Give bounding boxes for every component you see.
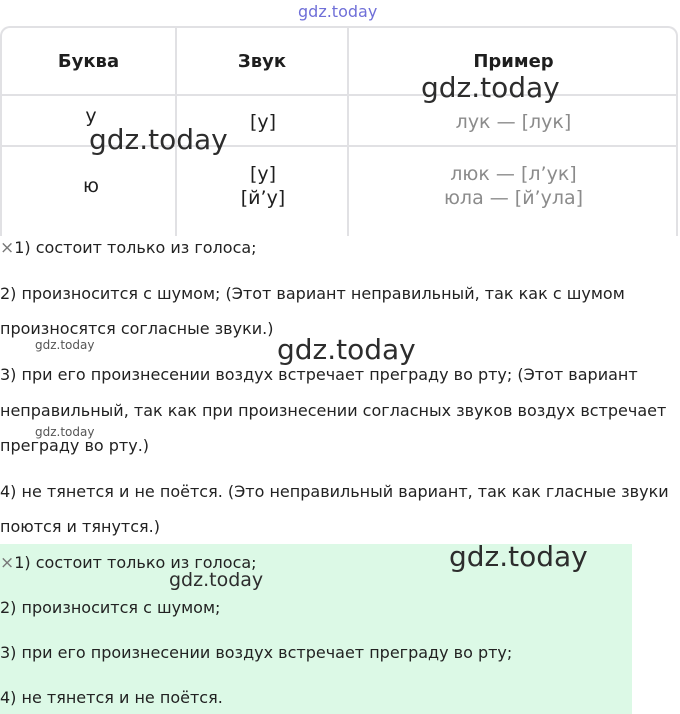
header-example: Пример [473, 51, 554, 72]
option-4-line-1: 4) не тянется и не поётся. (Это неправильный вариант, так как гласные звуки [0, 482, 669, 501]
option-2-line-2: произносятся согласные звуки.) [0, 319, 274, 338]
row1-letter: у [85, 105, 97, 127]
row2-sound-2: [й’у] [240, 187, 286, 209]
watermark-small-2: gdz.today [35, 425, 95, 439]
option-4-line-2: поются и тянутся.) [0, 517, 160, 536]
option-3-line-2: неправильный, так как при произнесении согласных звуков воздух встречает [0, 401, 667, 420]
watermark-top: gdz.today [298, 2, 378, 21]
answer-1: ×1) состоит только из голоса; [0, 553, 257, 573]
option-2-line-1: 2) произносится с шумом; (Этот вариант неправильный, так как с шумом [0, 284, 625, 303]
row1-example: лук — [лук] [455, 111, 572, 133]
watermark-table-mid: gdz.today [89, 123, 228, 156]
row2-letter: ю [83, 175, 99, 197]
header-sound: Звук [237, 51, 287, 72]
table-divider [2, 94, 676, 96]
option-3-line-3: преграду во рту.) [0, 436, 150, 455]
watermark-small-1: gdz.today [35, 338, 95, 352]
cross-mark-icon: × [0, 553, 15, 573]
answer-3: 3) при его произнесении воздух встречает преграду во рту; [0, 643, 513, 662]
watermark-text-center: gdz.today [277, 333, 416, 366]
watermark-answer-right: gdz.today [449, 540, 588, 573]
row2-example-1: люк — [л’ук] [450, 163, 577, 185]
option-1: ×1) состоит только из голоса; [0, 238, 257, 258]
row1-sound: [у] [249, 111, 277, 133]
cross-mark-icon: × [0, 238, 15, 258]
header-letter: Буква [57, 51, 120, 72]
watermark-table-example: gdz.today [421, 71, 560, 104]
row2-example-2: юла — [й’ула] [443, 187, 584, 209]
answer-2: 2) произносится с шумом; [0, 598, 221, 617]
answer-4: 4) не тянется и не поётся. [0, 688, 223, 707]
option-3-line-1: 3) при его произнесении воздух встречает преграду во рту; (Этот вариант [0, 365, 638, 384]
row2-sound-1: [у] [249, 163, 277, 185]
watermark-answer-center: gdz.today [169, 569, 264, 591]
